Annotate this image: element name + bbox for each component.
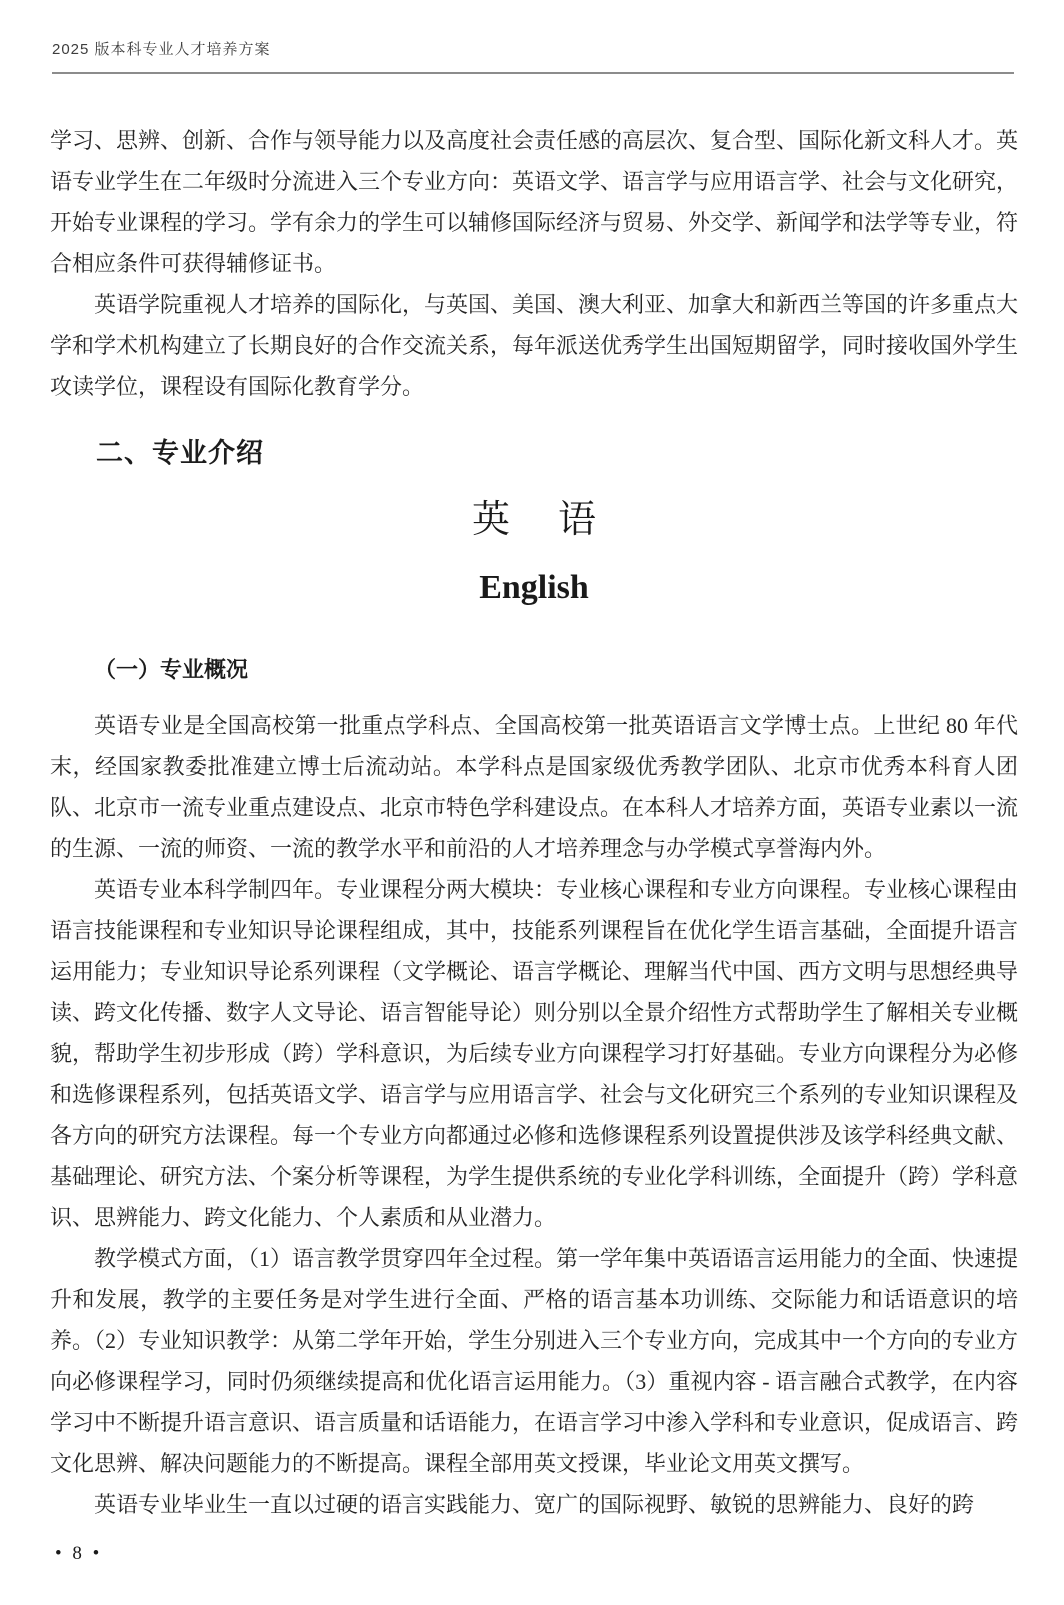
intro-paragraph-continued: 学习、思辨、创新、合作与领导能力以及高度社会责任感的高层次、复合型、国际化新文科人才。英语专业学生在二年级时分流进入三个专业方向：英语文学、语言学与应用语言学、社会与文化研究，开始专业课程的学习。学有余力的学生可以辅修国际经济与贸易、外交学、新闻学和法学等专业，符合相应条件可获得辅修证书。 — [50, 128, 1019, 276]
page-header — [0, 0, 1064, 74]
section-heading-major-introduction: 二、专业介绍 — [96, 438, 264, 468]
header-title: 2025 版本科专业人才培养方案 — [52, 41, 271, 58]
overview-paragraph-history: 英语专业是全国高校第一批重点学科点、全国高校第一批英语语言文学博士点。上世纪 80 年代末，经国家教委批准建立博士后流动站。本学科点是国家级优秀教学团队、北京市优秀本科育人团队、北京市一流专业重点建设点、北京市特色学科建设点。在本科人才培养方面，英语专业素以一流的生源、一流的师资、一流的教学水平和前沿的人才培养理念与办学模式享誉海内外。 — [50, 713, 1019, 861]
overview-paragraph-teaching-model: 教学模式方面，（1）语言教学贯穿四年全过程。第一学年集中英语语言运用能力的全面、快速提升和发展，教学的主要任务是对学生进行全面、严格的语言基本功训练、交际能力和话语意识的培养。（2）专业知识教学：从第二学年开始，学生分别进入三个专业方向，完成其中一个方向的专业方向必修课程学习，同时仍须继续提高和优化语言运用能力。（3）重视内容 - 语言融合式教学，在内容学习中不断提升语言意识、语言质量和话语能力，在语言学习中渗入学科和专业意识，促成语言、跨文化思辨、解决问题能力的不断提高。课程全部用英文授课，毕业论文用英文撰写。 — [50, 1246, 1019, 1476]
page-content — [0, 74, 1064, 1525]
overview-paragraph-graduates: 英语专业毕业生一直以过硬的语言实践能力、宽广的国际视野、敏锐的思辨能力、良好的跨 — [94, 1492, 975, 1517]
page-footer — [55, 1543, 102, 1565]
major-title-chinese — [50, 495, 1018, 545]
major-title-char-first: 英 — [471, 499, 510, 541]
page-number: • 8 • — [55, 1543, 103, 1564]
major-title-char-second: 语 — [558, 499, 597, 541]
subsection-heading-overview: （一）专业概况 — [94, 657, 249, 682]
major-title-english: English — [479, 569, 589, 606]
intro-paragraph-international: 英语学院重视人才培养的国际化，与英国、美国、澳大利亚、加拿大和新西兰等国的许多重点大学和学术机构建立了长期良好的合作交流关系，每年派送优秀学生出国短期留学，同时接收国外学生攻读学位，课程设有国际化教育学分。 — [50, 292, 1019, 399]
overview-paragraph-curriculum: 英语专业本科学制四年。专业课程分两大模块：专业核心课程和专业方向课程。专业核心课程由语言技能课程和专业知识导论课程组成，其中，技能系列课程旨在优化学生语言基础，全面提升语言运用能力；专业知识导论系列课程（文学概论、语言学概论、理解当代中国、西方文明与思想经典导读、跨文化传播、数字人文导论、语言智能导论）则分别以全景介绍性方式帮助学生了解相关专业概貌，帮助学生初步形成（跨）学科意识，为后续专业方向课程学习打好基础。专业方向课程分为必修和选修课程系列，包括英语文学、语言学与应用语言学、社会与文化研究三个系列的专业知识课程及各方向的研究方法课程。每一个专业方向都通过必修和选修课程系列设置提供涉及该学科经典文献、基础理论、研究方法、个案分析等课程，为学生提供系统的专业化学科训练，全面提升（跨）学科意识、思辨能力、跨文化能力、个人素质和从业潜力。 — [50, 877, 1019, 1230]
